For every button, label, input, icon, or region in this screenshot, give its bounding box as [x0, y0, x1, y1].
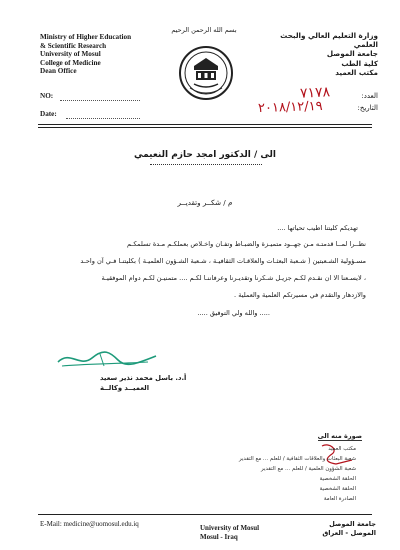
recipient-line: الى / الدكتور امجد حازم النعيمي	[134, 150, 276, 160]
ar-university-line: جامعة الموصل	[326, 49, 378, 59]
date-dotted-line	[66, 118, 140, 119]
body-paragraph-line-4: والازدهار والتقدم في مسيرتكم العلمية والعملية .	[234, 291, 366, 299]
cc-item: مكتب العميد	[328, 446, 356, 452]
header-rule-thick	[38, 124, 372, 125]
handwritten-signature	[52, 344, 162, 372]
number-dotted-line	[60, 100, 140, 101]
ar-office-line: مكتب العميد	[335, 67, 378, 77]
signer-title: العميــد وكالــة	[100, 384, 150, 392]
handwritten-number: ٧١٧٨	[299, 84, 331, 102]
ar-college-line: كلية الطب	[341, 58, 378, 68]
footer-city: Mosul - Iraq	[200, 533, 238, 541]
footer-ar-city: الموصل - العراق	[322, 529, 376, 537]
cc-item: الصادرة العامة	[323, 496, 356, 502]
ministry-line-2: & Scientific Research	[40, 41, 107, 50]
cc-item: شعبة البعثات والعلاقات الثقافية / للعلم ... مع التقدير	[238, 456, 356, 462]
number-label: NO:	[40, 92, 54, 100]
greeting: تهديكم كليتنا اطيب تحياتها ....	[277, 224, 358, 232]
cc-item: شعبة الشؤون العلمية / للعلم ... مع التقدير	[261, 466, 356, 472]
handwritten-date: ٢٠١٨/١٢/١٩	[257, 98, 323, 117]
arabic-letterhead	[258, 31, 378, 77]
cc-heading: صورة منه الى	[317, 432, 362, 440]
office-line: Dean Office	[40, 67, 77, 76]
cc-item: الحلقة الشخصية	[319, 476, 356, 482]
cc-item: الحلقة الشخصية	[319, 486, 356, 492]
footer-university-name: University of Mosul	[200, 524, 260, 532]
college-line: College of Medicine	[40, 58, 101, 67]
body-paragraph-line-2: مسـؤولية الشـعبتين ( شـعبة البعثـات والعلاقـات الثقافيـة ، شـعبة الشـؤون العلميـة ) بكليتنـا فـي آن واحـد	[80, 257, 366, 265]
footer-arabic	[286, 520, 376, 538]
basmala: بسم الله الرحمن الرحيم	[171, 26, 237, 34]
arabic-date-label: التاريخ:	[357, 104, 378, 112]
closing-line: ..... والله ولي التوفيق .....	[197, 309, 270, 317]
signer-name: أ.د. باسل محمد نذير سعيد	[100, 374, 187, 382]
arabic-number-label: العدد:	[361, 92, 378, 100]
ar-ministry-line: وزارة التعليم العالي والبحث العلمي	[280, 31, 378, 50]
header-rule-thin	[38, 127, 372, 128]
english-letterhead	[40, 33, 180, 76]
footer-university	[200, 524, 259, 542]
university-seal-logo	[178, 44, 234, 102]
footer-ar-university: جامعة الموصل	[329, 520, 376, 528]
subject-line: م / شكــر وتقديــر	[177, 198, 233, 207]
recipient-underline	[150, 164, 262, 165]
ministry-line: Ministry of Higher Education	[40, 33, 132, 41]
footer-rule	[38, 514, 372, 515]
footer-email: E-Mail: medicine@uomosul.edu.iq	[40, 520, 139, 528]
body-paragraph-line-1: نظــرا لمــا قدمتـه مـن جهــود متميـزة والضبـاط وتفـان واخـلاص بعملكـم مـدة تسلمكـم	[127, 240, 366, 248]
date-label: Date:	[40, 110, 57, 118]
body-paragraph-line-3: ، لايسـعنا الا ان نقـدم لكـم جزيـل شـكرنا وتقديـرنا وعرفاننـا لكـم .... متمنيـن لكـم دوام الموفقيـة	[101, 274, 366, 282]
university-line: University of Mosul	[40, 50, 101, 59]
